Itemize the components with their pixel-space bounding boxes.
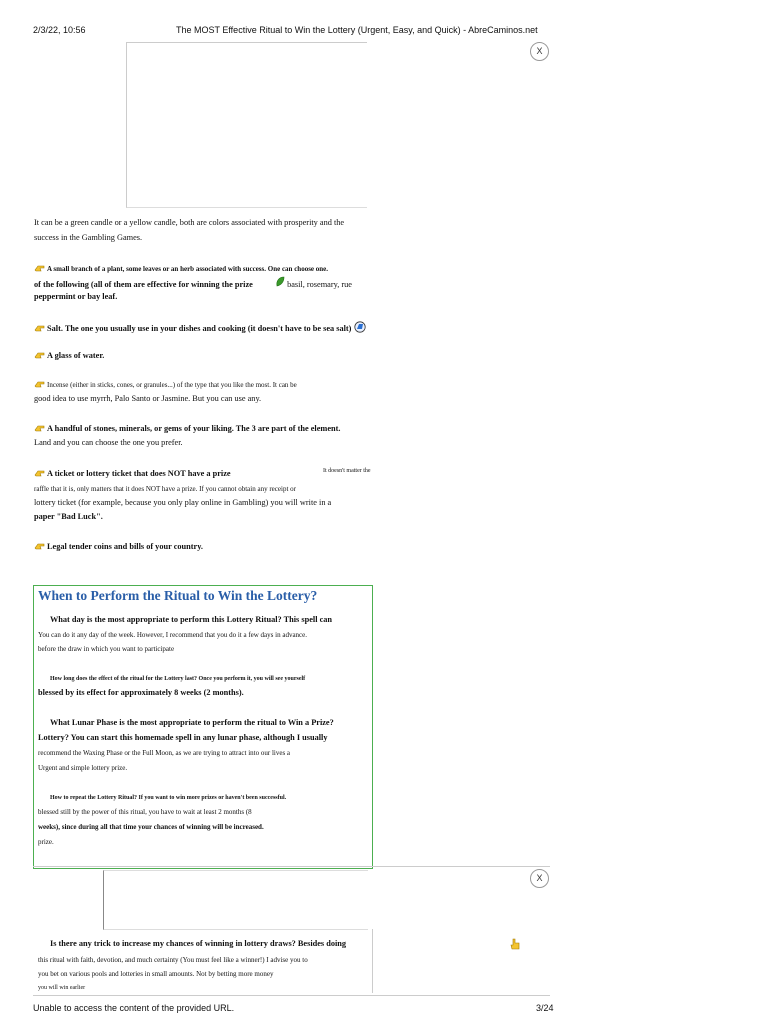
branch-text-2: of the following (all of them are effective for winning the prize basil, rosemary, rue [34, 276, 352, 292]
list-item-coins: Legal tender coins and bills of your country. [34, 540, 203, 554]
q1-answer: You can do it any day of the week. However, I recommend that you do it a few days in advance. [38, 631, 308, 639]
ad-close-button[interactable]: X [530, 42, 549, 61]
ad-frame [126, 42, 367, 208]
bottom-ad-inner [103, 870, 368, 930]
q5-answer-3: you will win earlier [38, 985, 86, 991]
ticket-text-4: paper "Bad Luck". [34, 512, 103, 521]
q4-answer-3: prize. [38, 838, 54, 846]
stones-text-2: Land and you can choose the one you prefer. [34, 438, 183, 447]
q5-answer: this ritual with faith, devotion, and much certainty (You must feel like a winner!) I advise you to [38, 956, 308, 964]
q2-question: How long does the effect of the ritual for the Lottery last? Once you perform it, you will see yourself [50, 676, 306, 682]
incense-text-2: good idea to use myrrh, Palo Santo or Jasmine. But you can use any. [34, 394, 262, 403]
status-message: Unable to access the content of the provided URL. [33, 1003, 235, 1013]
q3-answer-3: Urgent and simple lottery prize. [38, 764, 128, 772]
pointing-hand-icon [34, 350, 45, 359]
ticket-text-2: raffle that it is, only matters that it does NOT have a prize. If you cannot obtain any receipt or [34, 485, 296, 493]
salt-icon [354, 324, 366, 333]
page-number: 3/24 [536, 1003, 554, 1013]
ticket-side-note: It doesn't matter the [323, 468, 371, 474]
column-divider [372, 929, 373, 993]
pointing-hand-icon [34, 323, 45, 332]
q5-question: Is there any trick to increase my chances of winning in lottery draws? Besides doing [50, 939, 347, 948]
pointing-hand-icon [34, 263, 45, 272]
list-item-branch: A small branch of a plant, some leaves or an herb associated with success. One can choose one. [34, 262, 328, 276]
q1-question: What day is the most appropriate to perform this Lottery Ritual? This spell can [50, 615, 333, 624]
q4-answer-2: weeks), since during all that time your chances of winning will be increased. [38, 823, 264, 831]
list-item-salt: Salt. The one you usually use in your dishes and cooking (it doesn't have to be sea salt) [34, 321, 366, 336]
candle-text-2: success in the Gambling Games. [34, 233, 143, 242]
candle-text: It can be a green candle or a yellow candle, both are colors associated with prosperity and the [34, 218, 345, 227]
ticket-text-3: lottery ticket (for example, because you only play online in Gambling) you will write in a [34, 498, 332, 507]
q3-answer-2: recommend the Waxing Phase or the Full Moon, as we are trying to attract into our lives a [38, 749, 291, 757]
q3-answer: Lottery? You can start this homemade spell in any lunar phase, although I usually [38, 733, 328, 742]
pointing-hand-icon [510, 937, 521, 955]
section-heading: When to Perform the Ritual to Win the Lottery? [38, 588, 318, 603]
q1-answer-2: before the draw in which you want to participate [38, 645, 175, 653]
pointing-hand-icon [34, 379, 45, 388]
q3-question: What Lunar Phase is the most appropriate to perform the ritual to Win a Prize? [50, 718, 334, 727]
list-item-water: A glass of water. [34, 349, 104, 363]
print-datetime: 2/3/22, 10:56 [33, 25, 86, 35]
q4-question: How to repeat the Lottery Ritual? If you want to win more prizes or haven't been successful. [50, 795, 287, 801]
q2-answer: blessed by its effect for approximately 8 weeks (2 months). [38, 688, 244, 697]
pointing-hand-icon [34, 468, 45, 477]
list-item-incense: Incense (either in sticks, cones, or granules...) of the type that you like the most. It can be [34, 378, 297, 392]
bottom-ad-close-button[interactable]: X [530, 869, 549, 888]
list-item-ticket: A ticket or lottery ticket that does NOT have a prize [34, 467, 231, 481]
list-item-stones: A handful of stones, minerals, or gems of your liking. The 3 are part of the element. [34, 422, 340, 436]
page-title: The MOST Effective Ritual to Win the Lottery (Urgent, Easy, and Quick) - AbreCaminos.net [176, 25, 538, 35]
pointing-hand-icon [34, 541, 45, 550]
q4-answer: blessed still by the power of this ritual, you have to wait at least 2 months (8 [38, 808, 252, 816]
leaf-icon [275, 280, 285, 289]
pointing-hand-icon [34, 423, 45, 432]
branch-text-3: peppermint or bay leaf. [34, 292, 118, 301]
q5-answer-2: you bet on various pools and lotteries in small amounts. Not by betting more money [38, 970, 274, 978]
